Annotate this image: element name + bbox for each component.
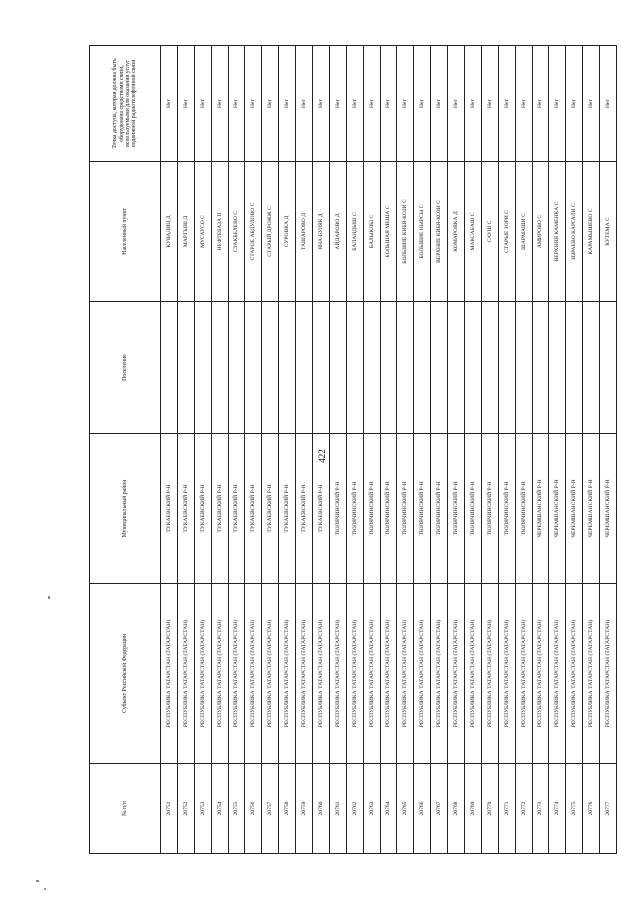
locality-cell: НЕФТЕБАЗА П (211, 162, 228, 302)
settlement-cell (515, 302, 532, 434)
subject-cell: РЕСПУБЛИКА ТАТАРСТАН (ТАТАРСТАН) (363, 584, 380, 764)
district-cell: ТЮЛЯЧИНСКИЙ Р-Н (363, 434, 380, 584)
subject-cell: РЕСПУБЛИКА ТАТАРСТАН (ТАТАРСТАН) (380, 584, 397, 764)
access-point-cell: Нет (498, 46, 515, 162)
access-point-cell: Нет (566, 46, 583, 162)
subject-cell: РЕСПУБЛИКА ТАТАРСТАН (ТАТАРСТАН) (481, 584, 498, 764)
row-number: 20752 (177, 764, 194, 854)
settlement-cell (549, 302, 566, 434)
locality-cell: МАКСАБАШ С (465, 162, 482, 302)
table-row (363, 46, 380, 854)
row-number: 20761 (329, 764, 346, 854)
district-cell: ЧЕРЕМШАНСКИЙ Р-Н (549, 434, 566, 584)
table-row (600, 46, 617, 854)
locality-cell: САУШ С (481, 162, 498, 302)
settlement-cell (211, 302, 228, 434)
locality-cell: СТАРОЕ АБДУЛОВО С (245, 162, 262, 302)
access-point-cell: Нет (465, 46, 482, 162)
district-cell: ТУКАЕВСКИЙ Р-Н (228, 434, 245, 584)
table-row (532, 46, 549, 854)
locality-cell: АМИРОВО С (532, 162, 549, 302)
settlement-cell (566, 302, 583, 434)
subject-cell: РЕСПУБЛИКА ТАТАРСТАН (ТАТАРСТАН) (600, 584, 617, 764)
row-number: 20768 (448, 764, 465, 854)
header-district: Муниципальный район (90, 434, 161, 584)
settlement-cell (465, 302, 482, 434)
district-cell: ТУКАЕВСКИЙ Р-Н (194, 434, 211, 584)
row-number: 20754 (211, 764, 228, 854)
locality-cell: БОЛЬШИЕ КИБЯ-КОЗИ С (397, 162, 414, 302)
table-row (329, 46, 346, 854)
access-point-cell: Нет (397, 46, 414, 162)
locality-cell: СТАРЫЙ ДРОЖЖ С (262, 162, 279, 302)
subject-cell: РЕСПУБЛИКА ТАТАРСТАН (ТАТАРСТАН) (262, 584, 279, 764)
subject-cell: РЕСПУБЛИКА ТАТАРСТАН (ТАТАРСТАН) (329, 584, 346, 764)
access-point-cell: Нет (515, 46, 532, 162)
locality-cell: АЙДАРОВО Д (329, 162, 346, 302)
access-point-cell: Нет (448, 46, 465, 162)
subject-cell: РЕСПУБЛИКА ТАТАРСТАН (ТАТАРСТАН) (161, 584, 178, 764)
settlement-cell (397, 302, 414, 434)
table-row (465, 46, 482, 854)
settlement-cell (448, 302, 465, 434)
district-cell: ТЮЛЯЧИНСКИЙ Р-Н (515, 434, 532, 584)
row-number: 20776 (583, 764, 600, 854)
header-num: № п/п (90, 764, 161, 854)
district-cell: ТЮЛЯЧИНСКИЙ Р-Н (498, 434, 515, 584)
district-cell: ЧЕРЕМШАНСКИЙ Р-Н (583, 434, 600, 584)
access-point-cell: Нет (296, 46, 313, 162)
locality-cell: БОЛЬШАЯ МЕША С (380, 162, 397, 302)
settlement-cell (194, 302, 211, 434)
subject-cell: РЕСПУБЛИКА ТАТАРСТАН (ТАТАРСТАН) (414, 584, 431, 764)
row-number: 20764 (380, 764, 397, 854)
subject-cell: РЕСПУБЛИКА ТАТАРСТАН (ТАТАРСТАН) (245, 584, 262, 764)
settlement-cell (313, 302, 330, 434)
settlement-cell (363, 302, 380, 434)
district-cell: ТЮЛЯЧИНСКИЙ Р-Н (414, 434, 431, 584)
table-row (448, 46, 465, 854)
district-cell: ТЮЛЯЧИНСКИЙ Р-Н (431, 434, 448, 584)
subject-cell: РЕСПУБЛИКА ТАТАРСТАН (ТАТАРСТАН) (465, 584, 482, 764)
district-cell: ТУКАЕВСКИЙ Р-Н (279, 434, 296, 584)
subject-cell: РЕСПУБЛИКА ТАТАРСТАН (ТАТАРСТАН) (211, 584, 228, 764)
row-number: 20774 (549, 764, 566, 854)
table-header-row (90, 46, 161, 854)
row-number: 20767 (431, 764, 448, 854)
access-point-cell: Нет (532, 46, 549, 162)
subject-cell: РЕСПУБЛИКА ТАТАРСТАН (ТАТАРСТАН) (566, 584, 583, 764)
subject-cell: РЕСПУБЛИКА ТАТАРСТАН (ТАТАРСТАН) (583, 584, 600, 764)
table-row (583, 46, 600, 854)
row-number: 20763 (363, 764, 380, 854)
locality-cell: ВЕРХНИЕ КИБЯ-КОЗИ С (431, 162, 448, 302)
settlement-cell (431, 302, 448, 434)
settlement-cell (329, 302, 346, 434)
locality-cell: СУРОВКА Д (279, 162, 296, 302)
scan-speck (44, 888, 46, 890)
scan-speck (36, 880, 39, 882)
subject-cell: РЕСПУБЛИКА ТАТАРСТАН (ТАТАРСТАН) (515, 584, 532, 764)
access-point-cell: Нет (414, 46, 431, 162)
access-point-cell: Нет (481, 46, 498, 162)
settlement-cell (414, 302, 431, 434)
district-cell: ТУКАЕВСКИЙ Р-Н (177, 434, 194, 584)
locality-cell: МУСАУСО С (194, 162, 211, 302)
settlement-cell (481, 302, 498, 434)
table-row (194, 46, 211, 854)
settlement-cell (346, 302, 363, 434)
access-point-cell: Нет (346, 46, 363, 162)
row-number: 20765 (397, 764, 414, 854)
table-row (397, 46, 414, 854)
settlement-cell (177, 302, 194, 434)
locality-cell: ТАШАРОВО Д (296, 162, 313, 302)
row-number: 20771 (498, 764, 515, 854)
scan-speck (48, 596, 50, 599)
settlement-cell (583, 302, 600, 434)
table-row (566, 46, 583, 854)
locality-cell: СУАКБЕЛЕВО С (228, 162, 245, 302)
row-number: 20760 (313, 764, 330, 854)
access-point-cell: Нет (329, 46, 346, 162)
district-cell: ТЮЛЯЧИНСКИЙ Р-Н (380, 434, 397, 584)
header-settlement: Поселение (90, 302, 161, 434)
table-row (211, 46, 228, 854)
locality-table (89, 45, 617, 854)
district-cell: ТЮЛЯЧИНСКИЙ Р-Н (397, 434, 414, 584)
table-row (279, 46, 296, 854)
district-cell: ТУКАЕВСКИЙ Р-Н (262, 434, 279, 584)
subject-cell: РЕСПУБЛИКА ТАТАРСТАН (ТАТАРСТАН) (549, 584, 566, 764)
locality-cell: КУТЕМА С (600, 162, 617, 302)
row-number: 20762 (346, 764, 363, 854)
settlement-cell (161, 302, 178, 434)
access-point-cell: Нет (177, 46, 194, 162)
row-number: 20772 (515, 764, 532, 854)
access-point-cell: Нет (600, 46, 617, 162)
table-row (262, 46, 279, 854)
access-point-cell: Нет (262, 46, 279, 162)
district-cell: ТЮЛЯЧИНСКИЙ Р-Н (329, 434, 346, 584)
row-number: 20775 (566, 764, 583, 854)
access-point-cell: Нет (245, 46, 262, 162)
settlement-cell (532, 302, 549, 434)
row-number: 20757 (262, 764, 279, 854)
district-cell: ТУКАЕВСКИЙ Р-Н (313, 434, 330, 584)
subject-cell: РЕСПУБЛИКА ТАТАРСТАН (ТАТАРСТАН) (397, 584, 414, 764)
locality-cell: БАЛЫКЛЫ С (363, 162, 380, 302)
table-row (313, 46, 330, 854)
subject-cell: РЕСПУБЛИКА ТАТАРСТАН (ТАТАРСТАН) (177, 584, 194, 764)
table-row (431, 46, 448, 854)
locality-cell: БАЛАНДЫШ С (346, 162, 363, 302)
row-number: 20758 (279, 764, 296, 854)
locality-cell: ВЕРХНЯЯ КАМЕНКА С (549, 162, 566, 302)
access-point-cell: Нет (380, 46, 397, 162)
access-point-cell: Нет (583, 46, 600, 162)
table-row (161, 46, 178, 854)
table-row (346, 46, 363, 854)
row-number: 20773 (532, 764, 549, 854)
access-point-cell: Нет (363, 46, 380, 162)
table-row (380, 46, 397, 854)
table-row (177, 46, 194, 854)
locality-cell: БОЛЬШИЕ НЫРСЫ С (414, 162, 431, 302)
district-cell: ЧЕРЕМШАНСКИЙ Р-Н (532, 434, 549, 584)
locality-cell: КУВАДИЦ Д (161, 162, 178, 302)
locality-cell: КОМАРОВКА Д (448, 162, 465, 302)
subject-cell: РЕСПУБЛИКА ТАТАРСТАН (ТАТАРСТАН) (313, 584, 330, 764)
row-number: 20770 (481, 764, 498, 854)
locality-cell: ШАРМАШИ С (515, 162, 532, 302)
subject-cell: РЕСПУБЛИКА ТАТАРСТАН (ТАТАРСТАН) (498, 584, 515, 764)
access-point-cell: Нет (211, 46, 228, 162)
subject-cell: РЕСПУБЛИКА ТАТАРСТАН (ТАТАРСТАН) (296, 584, 313, 764)
table-row (245, 46, 262, 854)
row-number: 20751 (161, 764, 178, 854)
row-number: 20755 (228, 764, 245, 854)
locality-cell: КАРАМЫШЕВО С (583, 162, 600, 302)
header-locality: Населенный пункт (90, 162, 161, 302)
access-point-cell: Нет (431, 46, 448, 162)
settlement-cell (279, 302, 296, 434)
access-point-cell: Нет (194, 46, 211, 162)
subject-cell: РЕСПУБЛИКА ТАТАРСТАН (ТАТАРСТАН) (448, 584, 465, 764)
row-number: 20777 (600, 764, 617, 854)
district-cell: ТЮЛЯЧИНСКИЙ Р-Н (346, 434, 363, 584)
settlement-cell (262, 302, 279, 434)
district-cell: ТУКАЕВСКИЙ Р-Н (245, 434, 262, 584)
subject-cell: РЕСПУБЛИКА ТАТАРСТАН (ТАТАРСТАН) (228, 584, 245, 764)
table-row (414, 46, 431, 854)
settlement-cell (245, 302, 262, 434)
access-point-cell: Нет (161, 46, 178, 162)
access-point-cell: Нет (313, 46, 330, 162)
header-subject: Субъект Российской Федерации (90, 584, 161, 764)
subject-cell: РЕСПУБЛИКА ТАТАРСТАН (ТАТАРСТАН) (279, 584, 296, 764)
district-cell: ТЮЛЯЧИНСКИЙ Р-Н (448, 434, 465, 584)
table-row (515, 46, 532, 854)
access-point-cell: Нет (279, 46, 296, 162)
table-row (481, 46, 498, 854)
locality-cell: ИЗРАЕВО КАРГАЛИ С (566, 162, 583, 302)
district-cell: ТУКАЕВСКИЙ Р-Н (161, 434, 178, 584)
district-cell: ЧЕРЕМШАНСКИЙ Р-Н (566, 434, 583, 584)
subject-cell: РЕСПУБЛИКА ТАТАРСТАН (ТАТАРСТАН) (346, 584, 363, 764)
rotated-table-container (89, 46, 612, 854)
district-cell: ТУКАЕВСКИЙ Р-Н (211, 434, 228, 584)
settlement-cell (600, 302, 617, 434)
row-number: 20769 (465, 764, 482, 854)
row-number: 20759 (296, 764, 313, 854)
table-row (498, 46, 515, 854)
district-cell: ТЮЛЯЧИНСКИЙ Р-Н (465, 434, 482, 584)
subject-cell: РЕСПУБЛИКА ТАТАРСТАН (ТАТАРСТАН) (532, 584, 549, 764)
row-number: 20756 (245, 764, 262, 854)
access-point-cell: Нет (549, 46, 566, 162)
locality-cell: ЯНА-БУЛЯК Д (313, 162, 330, 302)
header-access-point: Точка доступа, которая должна быть оборудована средствами связи, используемыми для оказания услуг подвижной радиотелефонной связи (90, 46, 161, 162)
settlement-cell (296, 302, 313, 434)
subject-cell: РЕСПУБЛИКА ТАТАРСТАН (ТАТАРСТАН) (194, 584, 211, 764)
page-number: 422 (317, 449, 327, 463)
locality-cell: МАРТЫШ Д (177, 162, 194, 302)
table-row (549, 46, 566, 854)
settlement-cell (380, 302, 397, 434)
district-cell: ЧЕРЕМШАНСКИЙ Р-Н (600, 434, 617, 584)
settlement-cell (498, 302, 515, 434)
row-number: 20753 (194, 764, 211, 854)
access-point-cell: Нет (228, 46, 245, 162)
subject-cell: РЕСПУБЛИКА ТАТАРСТАН (ТАТАРСТАН) (431, 584, 448, 764)
district-cell: ТЮЛЯЧИНСКИЙ Р-Н (481, 434, 498, 584)
table-row (296, 46, 313, 854)
table-row (228, 46, 245, 854)
settlement-cell (228, 302, 245, 434)
row-number: 20766 (414, 764, 431, 854)
district-cell: ТУКАЕВСКИЙ Р-Н (296, 434, 313, 584)
locality-cell: СТАРЫЕ ЗОРИ С (498, 162, 515, 302)
